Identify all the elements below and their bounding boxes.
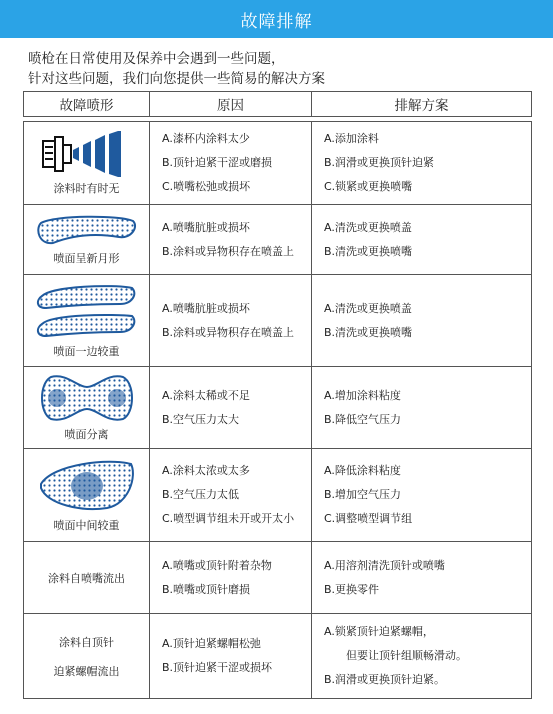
page-title: 故障排解 — [240, 11, 313, 32]
solution-item: B.润滑或更换顶针迫紧。 — [324, 673, 446, 686]
table-row — [24, 275, 532, 367]
troubleshooting-table — [23, 91, 531, 710]
solution-item: A.添加涂料 — [324, 132, 379, 145]
solution-item: B.增加空气压力 — [324, 488, 402, 501]
cause-item: B.空气压力太低 — [162, 488, 240, 501]
cause-item: A.喷嘴肮脏或损坏 — [162, 220, 250, 234]
cause-cell — [150, 449, 312, 542]
solution-item: B.润滑或更换顶针迫紧 — [324, 156, 435, 169]
header-symptom: 故障喷形 — [24, 92, 150, 117]
symptom-label: 喷面分离 — [64, 428, 109, 441]
table-row — [24, 449, 532, 542]
solution-item: A.清洗或更换喷盖 — [324, 301, 412, 315]
solution-cell — [312, 122, 532, 205]
solution-item: A.增加涂料粘度 — [324, 388, 401, 402]
solution-item: A.清洗或更换喷盖 — [324, 220, 412, 234]
table-row — [24, 614, 532, 699]
cause-item: C.喷型调节组未开或开太小 — [162, 512, 295, 525]
table-header-row — [24, 92, 532, 117]
symptom-cell — [24, 367, 150, 449]
solution-cell — [312, 367, 532, 449]
cause-item: A.喷嘴或顶针附着杂物 — [162, 558, 272, 572]
intro-line-1: 喷枪在日常使用及保养中会遇到一些问题， — [28, 51, 285, 67]
symptom-label: 喷面呈新月形 — [53, 252, 120, 265]
header-solution: 排解方案 — [312, 92, 532, 117]
solution-item: B.清洗或更换喷嘴 — [324, 325, 413, 339]
cause-item: A.涂料太稀或不足 — [162, 388, 250, 402]
solution-item: B.降低空气压力 — [324, 412, 402, 426]
solution-item: B.更换零件 — [324, 582, 380, 596]
cause-cell — [150, 275, 312, 367]
cause-cell — [150, 614, 312, 699]
symptom-label: 涂料时有时无 — [53, 181, 120, 195]
table-row — [24, 122, 532, 205]
center-heavy-pattern-icon — [37, 458, 137, 514]
table-row — [24, 367, 532, 449]
cause-cell — [150, 205, 312, 275]
solution-item: C.调整喷型调节组 — [324, 512, 413, 525]
symptom-label: 涂料自顶针 — [59, 636, 114, 649]
solution-item: A.用溶剂清洗顶针或喷嘴 — [324, 558, 445, 572]
symptom-cell — [24, 614, 150, 699]
intro-line-2: 针对这些问题，我们向您提供一些简易的解决方案 — [28, 71, 325, 87]
table-row — [24, 542, 532, 614]
split-pattern-icon — [37, 373, 137, 423]
cause-item: A.涂料太浓或太多 — [162, 464, 250, 477]
cause-item: C.喷嘴松弛或损坏 — [162, 180, 251, 193]
page-banner — [0, 0, 553, 38]
cause-cell — [150, 367, 312, 449]
cause-item: B.顶针迫紧干涩或磨损 — [162, 156, 273, 169]
solution-cell — [312, 275, 532, 367]
solution-item: B.清洗或更换喷嘴 — [324, 244, 413, 258]
symptom-label-line-2: 迫紧螺帽流出 — [53, 665, 120, 678]
solution-item: A.降低涂料粘度 — [324, 464, 401, 477]
intro-text — [28, 49, 528, 89]
solution-cell — [312, 449, 532, 542]
cause-item: B.顶针迫紧干涩或损坏 — [162, 661, 273, 674]
solution-cell — [312, 205, 532, 275]
cause-item: A.顶针迫紧螺帽松弛 — [162, 637, 261, 650]
one-side-heavy-pattern-icon — [34, 282, 140, 340]
header-cause: 原因 — [150, 92, 312, 117]
spray-gun-fan-icon — [39, 131, 135, 177]
symptom-label: 喷面中间较重 — [53, 518, 120, 532]
cause-cell — [150, 542, 312, 614]
symptom-cell — [24, 275, 150, 367]
cause-item: B.空气压力太大 — [162, 412, 240, 426]
solution-cell — [312, 542, 532, 614]
cause-item: A.漆杯内涂料太少 — [162, 132, 250, 145]
symptom-cell — [24, 542, 150, 614]
cause-item: B.涂料或异物积存在喷盖上 — [162, 325, 295, 339]
symptom-label: 涂料自喷嘴流出 — [48, 572, 125, 585]
cause-item: A.喷嘴肮脏或损坏 — [162, 301, 250, 315]
crescent-pattern-icon — [35, 213, 139, 247]
cause-item: B.涂料或异物积存在喷盖上 — [162, 244, 295, 258]
symptom-cell — [24, 122, 150, 205]
symptom-cell — [24, 449, 150, 542]
solution-item: 但要让顶针组顺畅滑动。 — [346, 649, 467, 662]
symptom-cell — [24, 205, 150, 275]
solution-cell — [312, 614, 532, 699]
solution-item: A.锁紧顶针迫紧螺帽， — [324, 625, 434, 638]
table-row — [24, 205, 532, 275]
cause-cell — [150, 122, 312, 205]
cause-item: B.喷嘴或顶针磨损 — [162, 582, 251, 596]
symptom-label: 喷面一边较重 — [53, 345, 120, 358]
solution-item: C.锁紧或更换喷嘴 — [324, 180, 413, 193]
